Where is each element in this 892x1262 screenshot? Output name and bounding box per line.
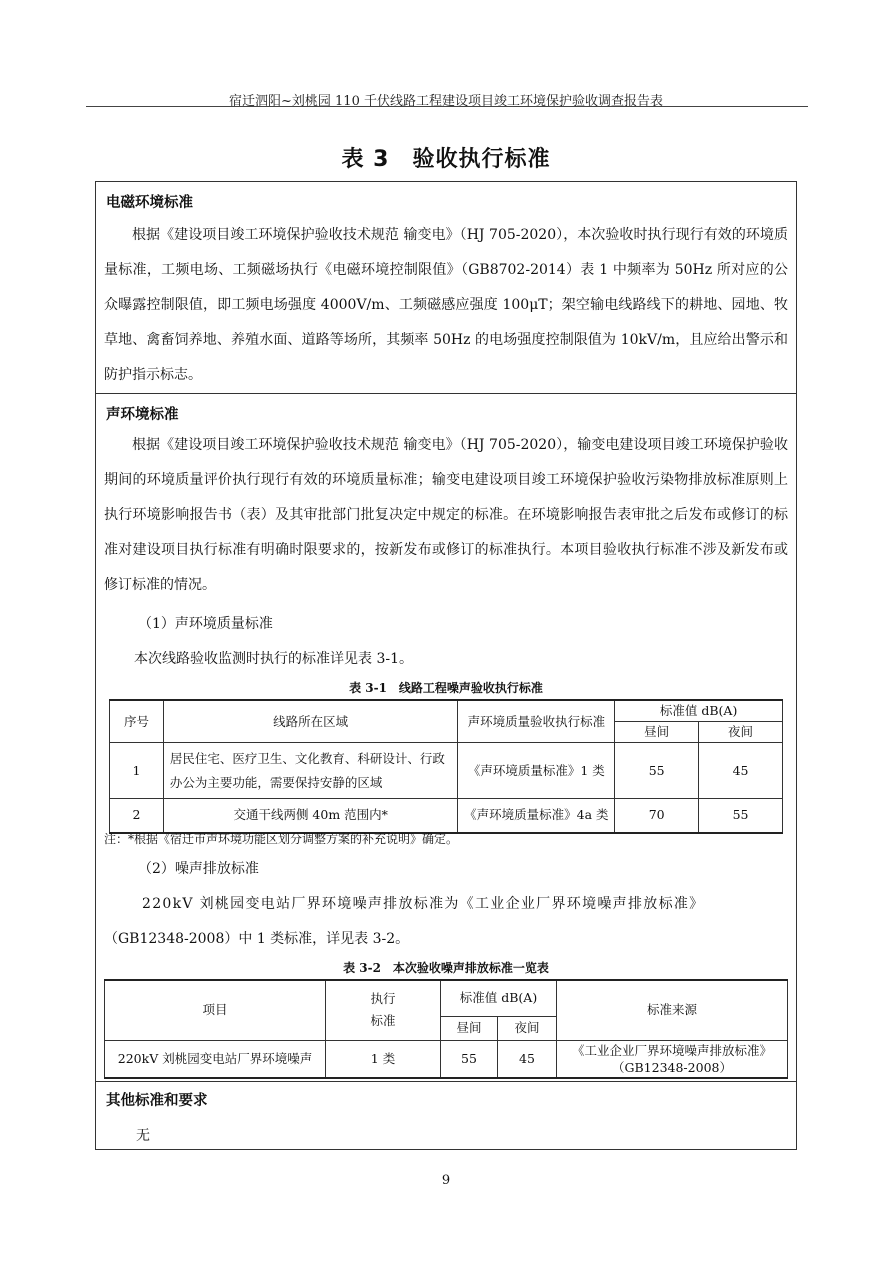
table2-cell-source: 《工业企业厂界环境噪声排放标准》 （GB12348-2008） <box>557 1040 788 1078</box>
table1-cell-no: 1 <box>110 743 164 799</box>
acoustic-heading: 声环境标准 <box>106 407 179 423</box>
header-rule <box>86 106 808 107</box>
table1-caption: 表 3-1 线路工程噪声验收执行标准 <box>349 681 543 695</box>
table1-cell-day: 55 <box>615 743 699 799</box>
table2-cell-night: 45 <box>498 1040 557 1078</box>
table2-header-value: 标准值 dB(A) <box>441 980 557 1016</box>
table1-cell-area: 居民住宅、医疗卫生、文化教育、科研设计、行政办公为主要功能，需要保持安静的区域 <box>163 743 458 799</box>
table2-header-exec: 执行 标准 <box>326 980 441 1040</box>
table1-header-no: 序号 <box>110 700 164 743</box>
section-divider <box>95 1081 797 1082</box>
table2-header-item: 项目 <box>105 980 326 1040</box>
section-divider <box>95 393 797 394</box>
table1-cell-no: 2 <box>110 799 164 833</box>
acoustic-paragraph: 根据《建设项目竣工环境保护验收技术规范 输变电》（HJ 705-2020），输变电建设项目竣工环境保护验收期间的环境质量评价执行现行有效的环境质量标准；输变电建设项目竣工环境保护验收污染物排放标准原则上执行环境影响报告书（表）及其审批部门批复决定中规定的标准。在环境影响报告表审批之后发布或修订的标准对建设项目执行标准有明确时限要求的，按新发布或修订的标准执行。本项目验收执行标准不涉及新发布或修订标准的情况。 <box>104 437 788 593</box>
other-heading: 其他标准和要求 <box>106 1093 208 1109</box>
table1-header-value: 标准值 dB(A) <box>615 700 783 722</box>
table1-cell-day: 70 <box>615 799 699 833</box>
table1-header-day: 昼间 <box>615 722 699 743</box>
table2-cell-exec: 1 类 <box>326 1040 441 1078</box>
table1-cell-area: 交通干线两侧 40m 范围内* <box>163 799 458 833</box>
table2-caption: 表 3-2 本次验收噪声排放标准一览表 <box>343 961 549 975</box>
quality-intro: 本次线路验收监测时执行的标准详见表 3-1。 <box>134 651 413 667</box>
table2-header-night: 夜间 <box>498 1016 557 1040</box>
table2-header-day: 昼间 <box>441 1016 498 1040</box>
table1-header-night: 夜间 <box>699 722 783 743</box>
table2-cell-item: 220kV 刘桃园变电站厂界环境噪声 <box>105 1040 326 1078</box>
table1 <box>109 699 783 834</box>
table1-header-std: 声环境质量验收执行标准 <box>458 700 615 743</box>
page-title: 表 3 验收执行标准 <box>341 147 551 172</box>
em-paragraph: 根据《建设项目竣工环境保护验收技术规范 输变电》（HJ 705-2020），本次验收时执行现行有效的环境质量标准，工频电场、工频磁场执行《电磁环境控制限值》（GB8702-2014）表 1 中频率为 50Hz 所对应的公众曝露控制限值，即工频电场强度 4000V/m、工频磁感应强度 100μT；架空输电线路线下的耕地、园地、牧草地、禽畜饲养地、养殖水面、道路等场所，其频率 50Hz 的电场强度控制限值为 10kV/m，且应给出警示和防护指示标志。 <box>104 227 788 383</box>
subheading-emission: （2）噪声排放标准 <box>138 861 259 877</box>
table2-header-source: 标准来源 <box>557 980 788 1040</box>
other-text: 无 <box>136 1128 150 1144</box>
table1-cell-night: 55 <box>699 799 783 833</box>
table-row <box>110 743 783 799</box>
emission-text-line2: （GB12348-2008）中 1 类标准，详见表 3-2。 <box>104 931 410 947</box>
table2-cell-day: 55 <box>441 1040 498 1078</box>
table1-cell-std: 《声环境质量标准》1 类 <box>458 743 615 799</box>
subheading-quality: （1）声环境质量标准 <box>138 616 273 632</box>
table1-note: 注：*根据《宿迁市声环境功能区划分调整方案的补充说明》确定。 <box>104 832 459 846</box>
table1-cell-night: 45 <box>699 743 783 799</box>
running-header: 宿迁泗阳~刘桃园 110 千伏线路工程建设项目竣工环境保护验收调查报告表 <box>229 94 663 109</box>
table-row <box>105 1040 788 1078</box>
em-heading: 电磁环境标准 <box>106 195 193 211</box>
emission-text-line1: 220kV 刘桃园变电站厂界环境噪声排放标准为《工业企业厂界环境噪声排放标准》 <box>142 896 705 912</box>
table1-cell-std: 《声环境质量标准》4a 类 <box>458 799 615 833</box>
page-number: 9 <box>441 1173 451 1188</box>
table-row <box>110 799 783 833</box>
table2 <box>104 979 788 1079</box>
table1-header-area: 线路所在区域 <box>163 700 458 743</box>
